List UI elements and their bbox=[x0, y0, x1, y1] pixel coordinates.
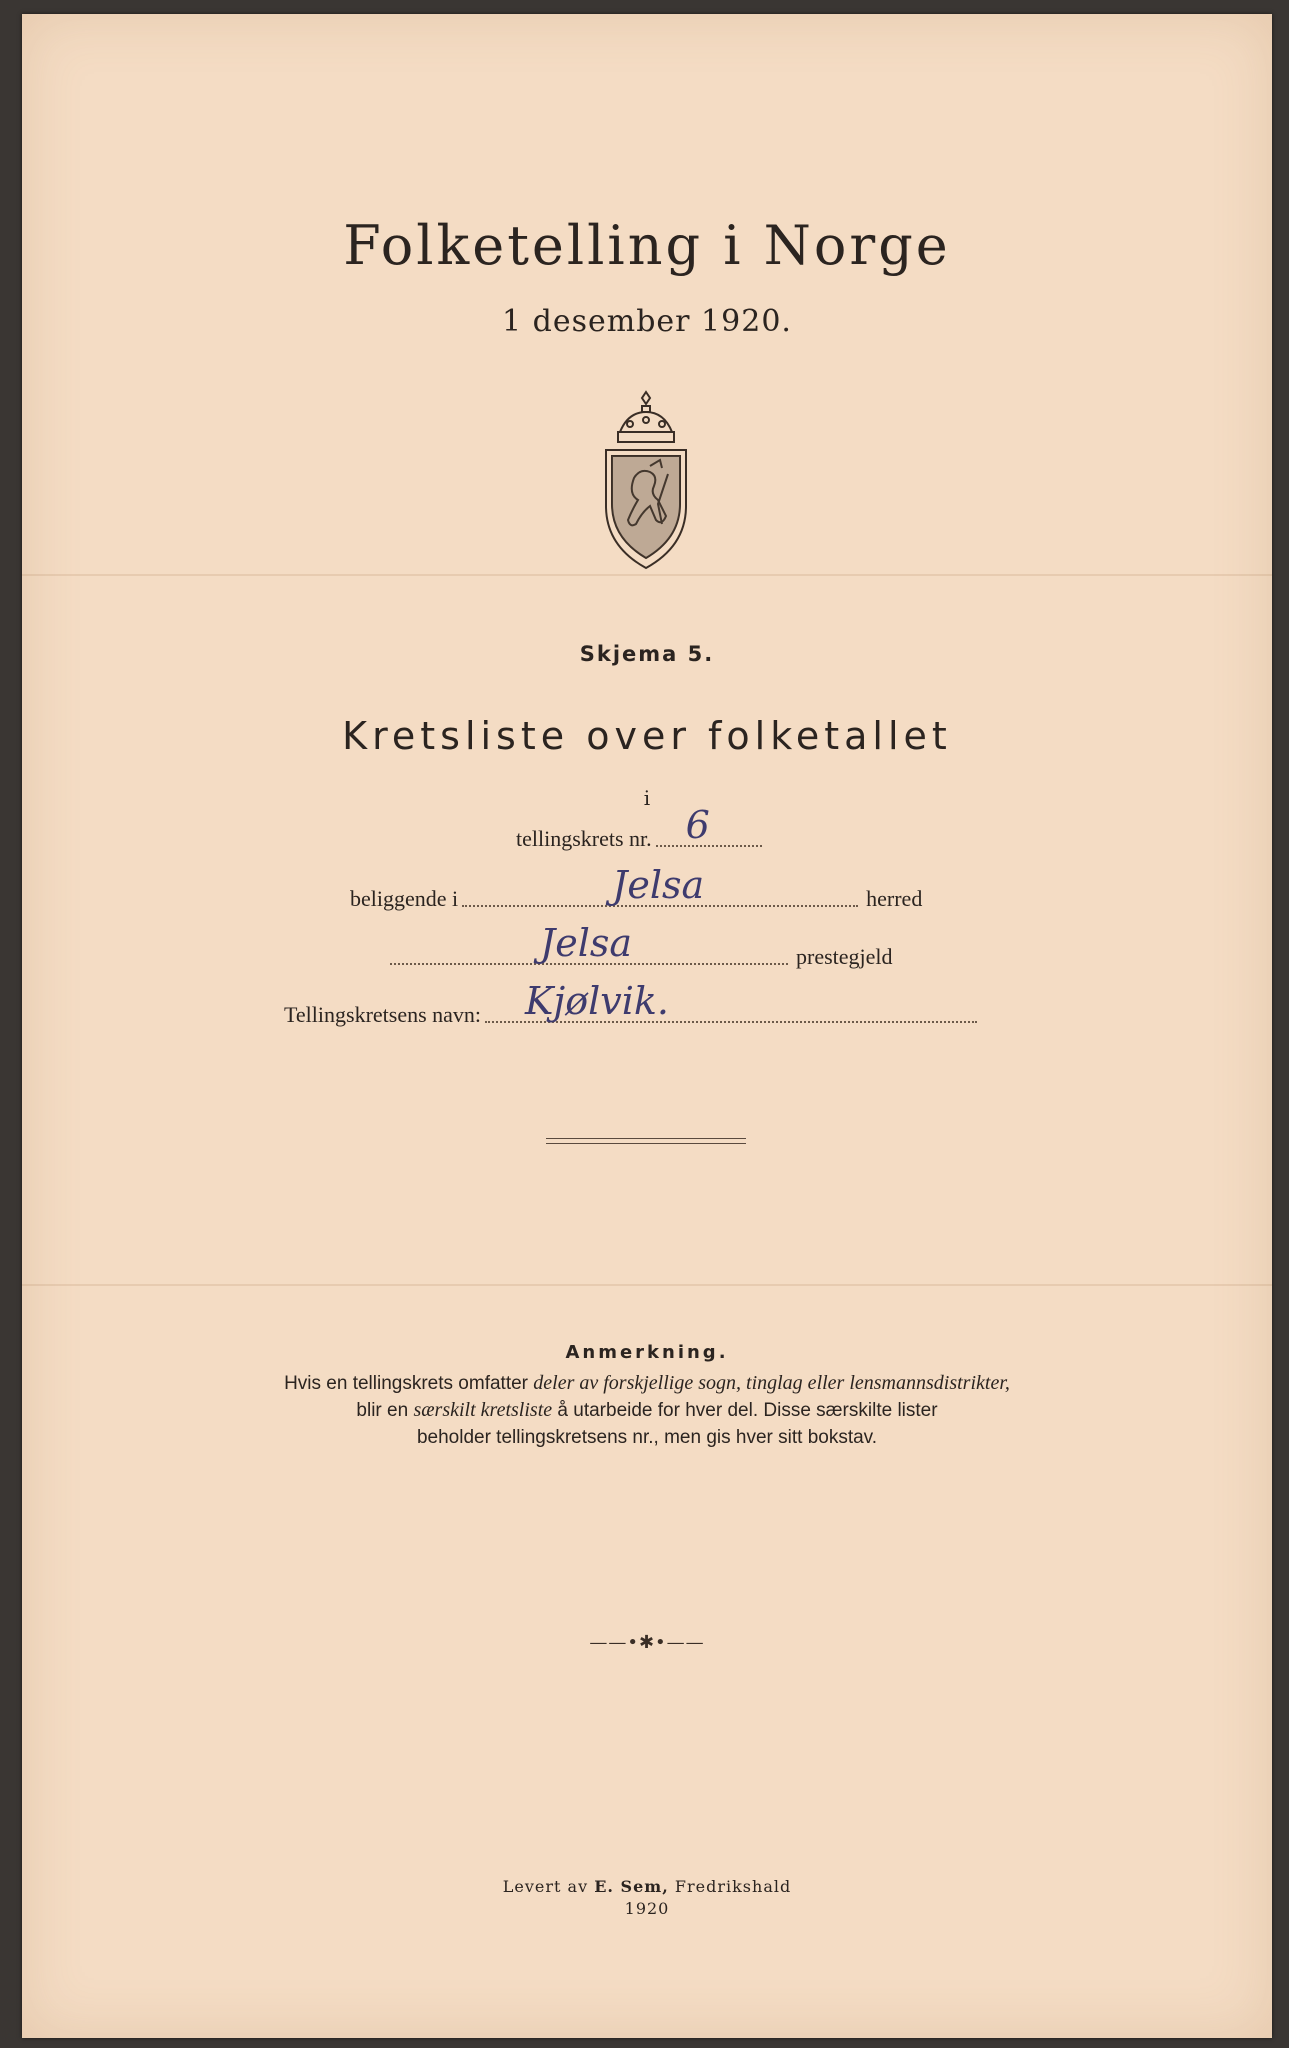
schema-number: Skjema 5. bbox=[579, 642, 715, 666]
krets-number-value: 6 bbox=[685, 803, 710, 847]
note-text: Hvis en tellingskrets omfatter bbox=[284, 1373, 534, 1394]
printer-imprint bbox=[22, 1876, 1272, 1920]
herred-field[interactable] bbox=[462, 863, 858, 907]
printer-year: 1920 bbox=[624, 1899, 670, 1918]
connector-text: i bbox=[643, 786, 651, 810]
krets-name-field[interactable] bbox=[485, 979, 977, 1023]
krets-name-value: Kjølvik. bbox=[525, 979, 669, 1023]
printer-line bbox=[22, 1876, 1272, 1898]
krets-number-label: tellingskrets nr. bbox=[516, 826, 652, 851]
note-text: å utarbeide for hver del. Disse særskilte lister bbox=[552, 1400, 938, 1421]
krets-name-row bbox=[284, 979, 977, 1028]
note-emphasis: deler av forskjellige sogn, tinglag eller lensmannsdistrikter, bbox=[533, 1372, 1010, 1394]
note-line-3: beholder tellingskretsens nr., men gis hver sitt bokstav. bbox=[416, 1427, 878, 1448]
herred-row bbox=[350, 863, 923, 912]
prestegjeld-field[interactable] bbox=[390, 921, 788, 965]
paper-fold bbox=[22, 1284, 1272, 1286]
document-title: Folketelling i Norge bbox=[343, 214, 951, 277]
census-form-page bbox=[22, 14, 1272, 2038]
herred-suffix-label: herred bbox=[866, 886, 923, 911]
printer-name: E. Sem, bbox=[594, 1877, 669, 1896]
note-heading: Anmerkning. bbox=[565, 1342, 729, 1363]
printer-city: Fredrikshald bbox=[668, 1877, 792, 1896]
note-line-1 bbox=[22, 1370, 1272, 1397]
norwegian-coat-of-arms-icon bbox=[598, 388, 694, 578]
prestegjeld-value: Jelsa bbox=[540, 921, 633, 965]
document-subtitle: Kretsliste over folketallet bbox=[342, 714, 952, 758]
divider-rule bbox=[546, 1138, 746, 1144]
note-emphasis: særskilt kretsliste bbox=[413, 1399, 553, 1421]
krets-number-row bbox=[516, 803, 762, 852]
prestegjeld-row bbox=[390, 921, 893, 970]
census-date: 1 desember 1920. bbox=[502, 304, 792, 339]
printer-prefix: Levert av bbox=[502, 1877, 595, 1896]
ornament-divider: ——•✱•—— bbox=[589, 1632, 705, 1653]
herred-prefix-label: beliggende i bbox=[350, 886, 459, 911]
herred-value: Jelsa bbox=[612, 863, 705, 907]
prestegjeld-suffix-label: prestegjeld bbox=[796, 944, 893, 969]
note-line-2 bbox=[22, 1397, 1272, 1424]
note-body bbox=[22, 1370, 1272, 1451]
krets-name-label: Tellingskretsens navn: bbox=[284, 1002, 482, 1027]
krets-number-field[interactable] bbox=[656, 803, 762, 847]
note-text: blir en bbox=[356, 1400, 414, 1421]
